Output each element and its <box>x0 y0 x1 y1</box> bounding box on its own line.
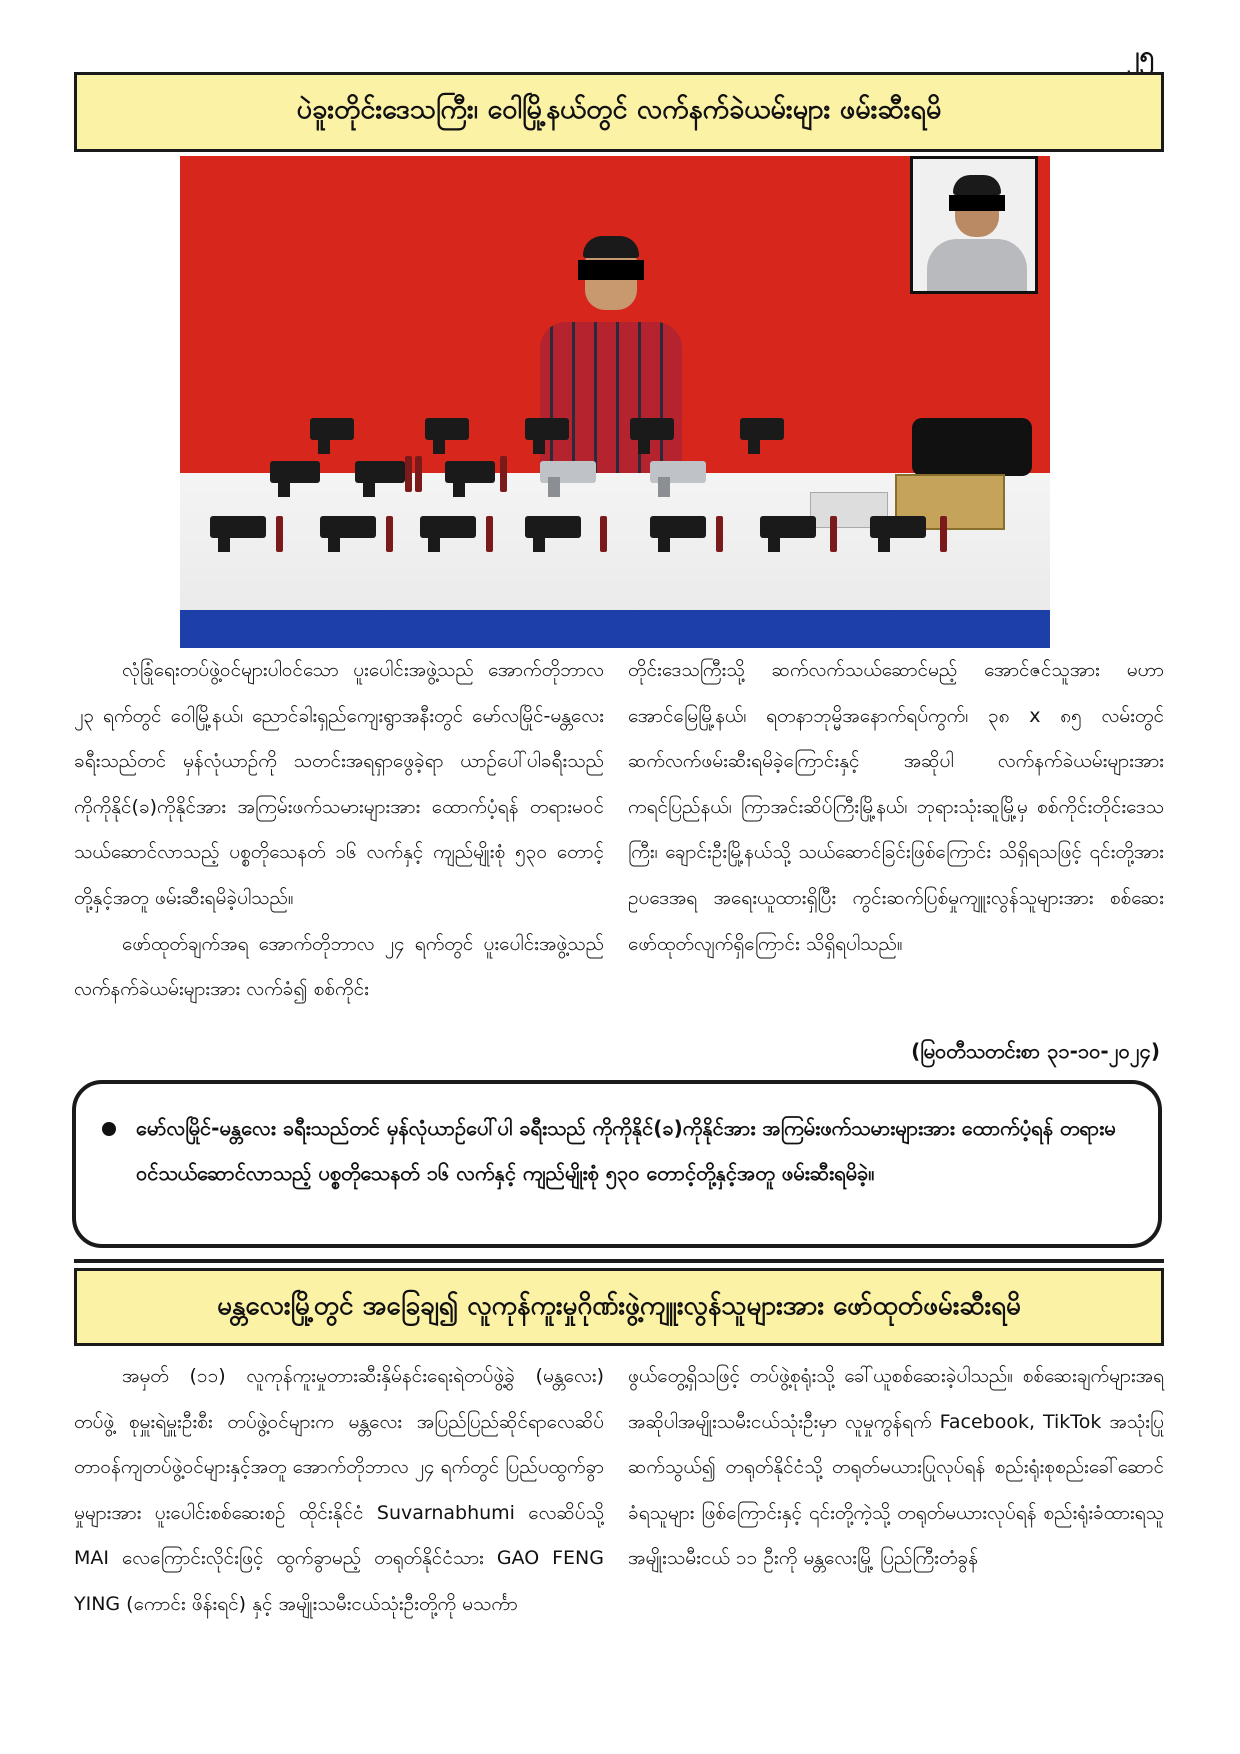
divider <box>74 1259 1164 1263</box>
summary-box <box>72 1080 1162 1248</box>
article2-paragraph: ဖွယ်တွေ့ရှိသဖြင့် တပ်ဖွဲ့စုရုံးသို့ ခေါ်ယူစစ်ဆေးခဲ့ပါသည်။ စစ်ဆေးချက်များအရ အဆိုပါအမျိုးသမီးငယ်သုံးဦးမှာ လူမှုကွန်ရက် Facebook, TikTok အသုံးပြုဆက်သွယ်၍ တရုတ်နိုင်ငံသို့ တရုတ်မယားပြုလုပ်ရန် စည်းရုံးစုစည်းခေါ်ဆောင်ခံရသူများ ဖြစ်ကြောင်းနှင့် ၎င်းတို့ကဲ့သို့ တရုတ်မယားလုပ်ရန် စည်းရုံးခံထားရသူ အမျိုးသမီးငယ် ၁၁ ဦးကို မန္တလေးမြို့ ပြည်ကြီးတံခွန် <box>628 1365 1164 1570</box>
pistol <box>310 418 354 440</box>
article2-headline: မန္တလေးမြို့တွင် အခြေချ၍ လူကုန်ကူးမှုဂိုဏ်းဖွဲ့ကျူးလွန်သူများအား ဖော်ထုတ်ဖမ်းဆီးရမိ <box>74 1268 1164 1346</box>
page-number: ၂၅ <box>1126 41 1154 71</box>
pistol <box>760 516 816 538</box>
article2-column-left <box>74 1354 604 1644</box>
article1-source: (မြဝတီသတင်းစာ ၃၁-၁၀-၂၀၂၄) <box>911 1039 1160 1063</box>
pistol <box>210 516 266 538</box>
article1-paragraph: တိုင်းဒေသကြီးသို့ ဆက်လက်သယ်ဆောင်မည့် အောင်ဇင်သူအား မဟာအောင်မြေမြို့နယ်၊ ရတနာဘုမ္မိအနောက်ရပ်ကွက်၊ ၃၈ x ၈၅ လမ်းတွင် ဆက်လက်ဖမ်းဆီးရမိခဲ့ကြောင်းနှင့် အဆိုပါ လက်နက်ခဲယမ်းများအား ကရင်ပြည်နယ်၊ ကြာအင်းဆိပ်ကြီးမြို့နယ်၊ ဘုရားသုံးဆူမြို့မှ စစ်ကိုင်းတိုင်းဒေသကြီး၊ ချောင်းဦးမြို့နယ်သို့ သယ်ဆောင်ခြင်းဖြစ်ကြောင်း သိရှိရသဖြင့် ၎င်းတို့အား ဥပဒေအရ အရေးယူထားရှိပြီး ကွင်းဆက်ပြစ်မှုကျူးလွန်သူများအား စစ်ဆေးဖော်ထုတ်လျက်ရှိကြောင်း သိရှိရပါသည်။ <box>628 659 1164 955</box>
pistol <box>445 461 495 483</box>
article2-column-right <box>628 1354 1164 1644</box>
inset-portrait <box>910 156 1038 294</box>
pistol <box>870 516 926 538</box>
article1-paragraph: လုံခြုံရေးတပ်ဖွဲ့ဝင်များပါဝင်သော ပူးပေါင်းအဖွဲ့သည် အောက်တိုဘာလ ၂၃ ရက်တွင် ဝေါမြို့နယ်၊ ညောင်ခါးရှည်ကျေးရွာအနီးတွင် မော်လမြိုင်-မန္တလေး ခရီးသည်တင် မှန်လုံယာဉ်ကို သတင်းအရရှာဖွေခဲ့ရာ ယာဉ်ပေါ်ပါခရီးသည် ကိုကိုနိုင်(ခ)ကိုနိုင်အား အကြမ်းဖက်သမားများအား ထောက်ပံ့ရန် တရားမဝင်သယ်ဆောင်လာသည့် ပစ္စတိုသေနတ် ၁၆ လက်နှင့် ကျည်မျိုးစုံ ၅၃၀ တောင့် တို့နှင့်အတူ ဖမ်းဆီးရမိခဲ့ပါသည်။ <box>74 659 604 909</box>
silver-pistol <box>650 461 706 483</box>
article1-column-right <box>628 648 1164 1058</box>
pistol <box>630 418 674 440</box>
pistol <box>425 418 469 440</box>
summary-text: မော်လမြိုင်-မန္တလေး ခရီးသည်တင် မှန်လုံယာဉ်ပေါ်ပါ ခရီးသည် ကိုကိုနိုင်(ခ)ကိုနိုင်အား အကြမ်းဖက်သမားများအား ထောက်ပံ့ရန် တရားမဝင်သယ်ဆောင်လာသည့် ပစ္စတိုသေနတ် ၁၆ လက်နှင့် ကျည်မျိုးစုံ ၅၃၀ တောင့်တို့နှင့်အတူ ဖမ်းဆီးရမိခဲ့။ <box>136 1116 1116 1185</box>
article2-paragraph: အမှတ် (၁၁) လူကုန်ကူးမှုတားဆီးနှိမ်နင်းရေးရဲတပ်ဖွဲ့ခွဲ (မန္တလေး) တပ်ဖွဲ့ စုမှူးရဲမှူးဦးစီး တပ်ဖွဲ့ဝင်များက မန္တလေး အပြည်ပြည်ဆိုင်ရာလေဆိပ် တာဝန်ကျတပ်ဖွဲ့ဝင်များနှင့်အတူ အောက်တိုဘာလ ၂၄ ရက်တွင် ပြည်ပထွက်ခွာမှုများအား ပူးပေါင်းစစ်ဆေးစဉ် ထိုင်းနိုင်ငံ Suvarnabhumi လေဆိပ်သို့ MAI လေကြောင်းလိုင်းဖြင့် ထွက်ခွာမည့် တရုတ်နိုင်ငံသား GAO FENG YING (ကောင်း ဖိန်းရင်) နှင့် အမျိုးသမီးငယ်သုံးဦးတို့ကို မသင်္ကာ <box>74 1365 604 1615</box>
news-photo <box>180 156 1050 648</box>
bullet-icon <box>102 1122 116 1136</box>
silver-pistol <box>540 461 596 483</box>
pistol <box>740 418 784 440</box>
pistol <box>420 516 476 538</box>
pistol <box>650 516 706 538</box>
pistol <box>270 461 320 483</box>
privacy-bar <box>578 260 644 280</box>
pistol <box>525 516 581 538</box>
pistol <box>320 516 376 538</box>
article1-headline: ပဲခူးတိုင်းဒေသကြီး၊ ဝေါမြို့နယ်တွင် လက်နက်ခဲယမ်းများ ဖမ်းဆီးရမိ <box>74 72 1164 152</box>
privacy-bar <box>949 195 1005 211</box>
pistol <box>355 461 405 483</box>
black-bag <box>912 418 1032 476</box>
article1-paragraph: ဖော်ထုတ်ချက်အရ အောက်တိုဘာလ ၂၄ ရက်တွင် ပူးပေါင်းအဖွဲ့သည် လက်နက်ခဲယမ်းများအား လက်ခံ၍ စစ်ကိုင်း <box>74 932 604 1001</box>
pistol <box>525 418 569 440</box>
article1-column-left <box>74 648 604 1058</box>
